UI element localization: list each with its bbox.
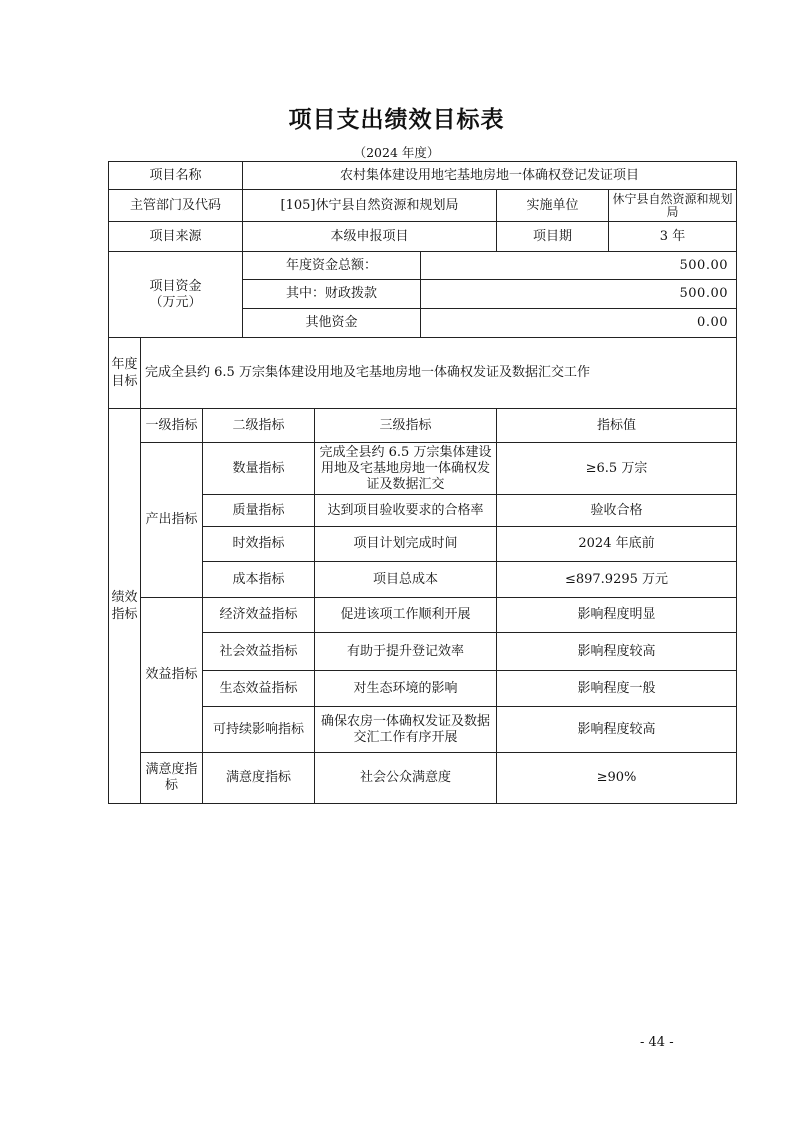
page-title: 项目支出绩效目标表 xyxy=(288,107,505,133)
period-label: 项目期 xyxy=(497,222,609,252)
output-level2: 质量指标 xyxy=(203,495,315,527)
table-row xyxy=(109,671,737,707)
benefit-label: 效益指标 xyxy=(141,598,203,753)
output-value: 验收合格 xyxy=(497,495,737,527)
header-level2: 二级指标 xyxy=(203,409,315,443)
impl-unit-label: 实施单位 xyxy=(497,190,609,222)
dept-label: 主管部门及代码 xyxy=(109,190,243,222)
benefit-level3: 有助于提升登记效率 xyxy=(315,633,497,671)
satisfaction-level2: 满意度指标 xyxy=(203,753,315,804)
header-level3: 三级指标 xyxy=(315,409,497,443)
benefit-value: 影响程度较高 xyxy=(497,707,737,753)
table-row xyxy=(109,633,737,671)
header-value: 指标值 xyxy=(497,409,737,443)
benefit-level2: 社会效益指标 xyxy=(203,633,315,671)
output-level3: 项目计划完成时间 xyxy=(315,527,497,562)
output-level3: 达到项目验收要求的合格率 xyxy=(315,495,497,527)
project-name-value: 农村集体建设用地宅基地房地一体确权登记发证项目 xyxy=(243,162,737,190)
output-level3: 项目总成本 xyxy=(315,562,497,598)
output-level2: 数量指标 xyxy=(203,443,315,495)
funds-fiscal-value: 500.00 xyxy=(421,280,737,309)
benefit-level2: 生态效益指标 xyxy=(203,671,315,707)
benefit-value: 影响程度明显 xyxy=(497,598,737,633)
indicators-label: 绩效指标 xyxy=(109,409,141,804)
output-level2: 时效指标 xyxy=(203,527,315,562)
table-row xyxy=(109,222,737,252)
output-value: ≥6.5 万宗 xyxy=(497,443,737,495)
source-value: 本级申报项目 xyxy=(243,222,497,252)
output-value: 2024 年底前 xyxy=(497,527,737,562)
benefit-value: 影响程度较高 xyxy=(497,633,737,671)
benefit-value: 影响程度一般 xyxy=(497,671,737,707)
year-subtitle: （2024 年度） xyxy=(353,145,440,160)
output-label: 产出指标 xyxy=(141,443,203,598)
project-name-label: 项目名称 xyxy=(109,162,243,190)
table-row xyxy=(109,707,737,753)
output-level3: 完成全县约 6.5 万宗集体建设用地及宅基地房地一体确权发证及数据汇交 xyxy=(315,443,497,495)
annual-goal-label: 年度目标 xyxy=(109,338,141,409)
dept-value: [105]休宁县自然资源和规划局 xyxy=(243,190,497,222)
funds-label-line1: 项目资金 xyxy=(149,278,202,294)
header-level1: 一级指标 xyxy=(141,409,203,443)
period-value: 3 年 xyxy=(609,222,737,252)
performance-target-table xyxy=(108,161,737,804)
benefit-level2: 可持续影响指标 xyxy=(203,707,315,753)
funds-label-line2: （万元） xyxy=(149,294,202,310)
table-row xyxy=(109,252,737,280)
benefit-level2: 经济效益指标 xyxy=(203,598,315,633)
source-label: 项目来源 xyxy=(109,222,243,252)
benefit-level3: 确保农房一体确权发证及数据交汇工作有序开展 xyxy=(315,707,497,753)
table-row xyxy=(109,562,737,598)
table-row xyxy=(109,409,737,443)
satisfaction-level3: 社会公众满意度 xyxy=(315,753,497,804)
table-row xyxy=(109,190,737,222)
impl-unit-value: 休宁县自然资源和规划局 xyxy=(609,190,737,222)
funds-fiscal-label: 其中：财政拨款 xyxy=(243,280,421,309)
funds-other-value: 0.00 xyxy=(421,309,737,338)
output-value: ≤897.9295 万元 xyxy=(497,562,737,598)
table-row xyxy=(109,443,737,495)
table-row xyxy=(109,162,737,190)
benefit-level3: 对生态环境的影响 xyxy=(315,671,497,707)
table-row xyxy=(109,527,737,562)
funds-label xyxy=(109,252,243,338)
annual-goal-value: 完成全县约 6.5 万宗集体建设用地及宅基地房地一体确权发证及数据汇交工作 xyxy=(141,338,737,409)
funds-total-value: 500.00 xyxy=(421,252,737,280)
table-row xyxy=(109,753,737,804)
benefit-level3: 促进该项工作顺利开展 xyxy=(315,598,497,633)
satisfaction-value: ≥90% xyxy=(497,753,737,804)
table-row xyxy=(109,598,737,633)
page-number: - 44 - xyxy=(640,1035,674,1050)
table-row xyxy=(109,338,737,409)
funds-other-label: 其他资金 xyxy=(243,309,421,338)
satisfaction-label: 满意度指标 xyxy=(141,753,203,804)
funds-total-label: 年度资金总额： xyxy=(243,252,421,280)
table-row xyxy=(109,495,737,527)
output-level2: 成本指标 xyxy=(203,562,315,598)
